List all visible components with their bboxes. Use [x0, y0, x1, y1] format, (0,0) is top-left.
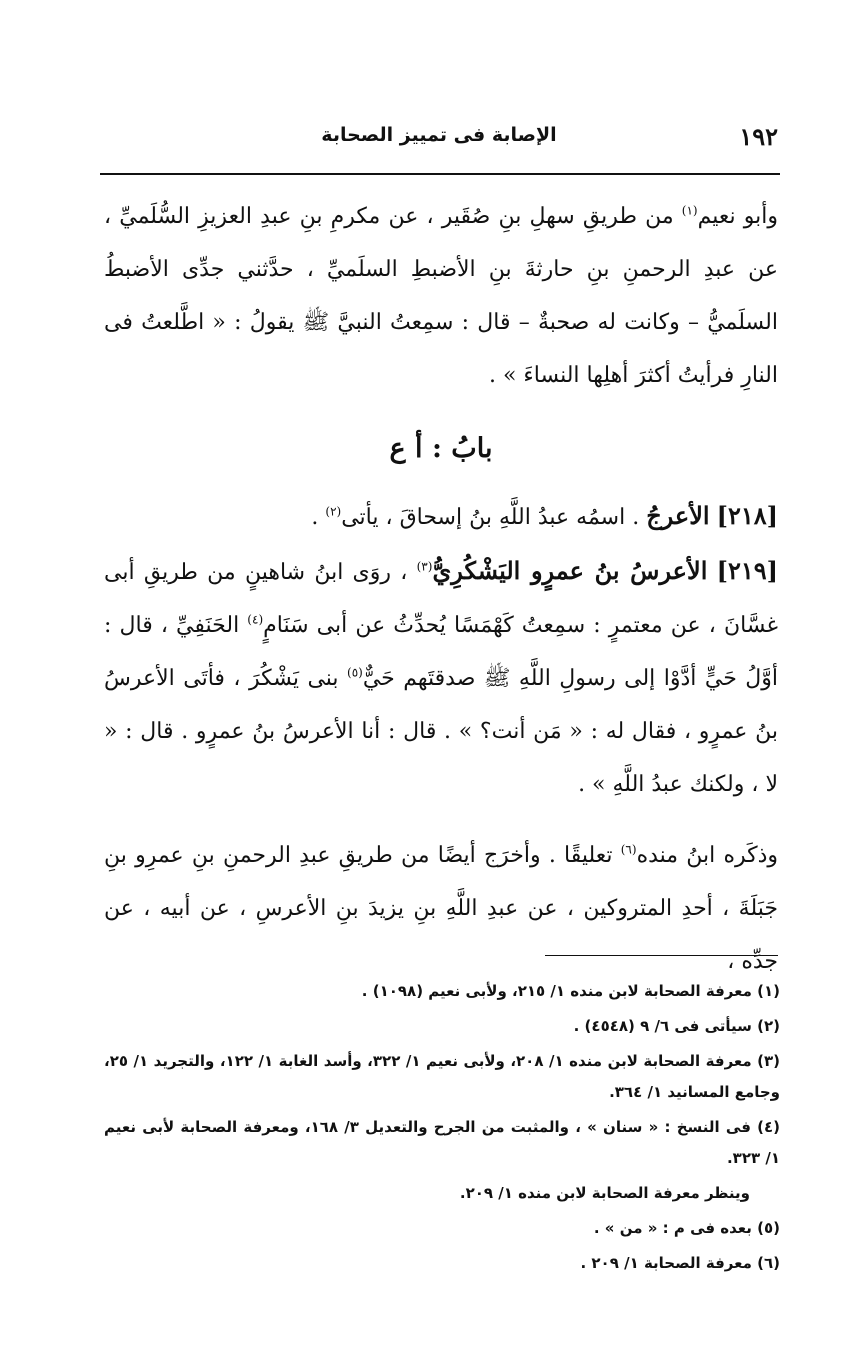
entry-218-number: [٢١٨] [716, 501, 778, 530]
page-header [100, 118, 778, 158]
entry-218-name: الأعرجُ [646, 501, 710, 530]
entry-219-text-a: ، روَى ابنُ شاهينٍ من طريقِ أبى غسَّانَ ، عن معتمرٍ : سمِعتُ كَهْمَسًا يُحدِّثُ عن أبى سَنَامٍ [104, 560, 778, 638]
running-title: الإصابة فى تمييز الصحابة [321, 124, 557, 146]
footnote-4-continuation: وينظر معرفة الصحابة لابن منده ١/ ٢٠٩. [459, 1184, 750, 1202]
footnote-6: (٦) معرفة الصحابة ١/ ٢٠٩ . [580, 1254, 780, 1272]
footnote-4: (٤) فى النسخ : « سنان » ، والمثبت من الجرح والتعديل ٣/ ١٦٨، ومعرفة الصحابة لأبى نعيم ١/ ٣٢٣. [104, 1118, 780, 1167]
footnote-2: (٢) سيأتى فى ٦/ ٩ (٤٥٤٨) . [573, 1017, 780, 1035]
entry-218-end: . [311, 505, 326, 530]
entry-219 [104, 544, 778, 811]
footnote-ref-3[interactable]: (٣) [416, 559, 433, 574]
page-number: ١٩٢ [739, 122, 778, 151]
paragraph-3 [104, 829, 778, 988]
paragraph-1 [104, 190, 778, 402]
footnotes [104, 976, 780, 1283]
main-text [104, 190, 778, 988]
header-rule [100, 173, 780, 175]
footnote-ref-5[interactable]: (٥) [347, 665, 363, 680]
paragraph-1-start: وأبو نعيم [697, 204, 778, 229]
footnote-ref-6[interactable]: (٦) [620, 842, 637, 857]
footnote-ref-4[interactable]: (٤) [247, 612, 264, 627]
entry-218 [104, 489, 778, 544]
section-heading: بابُ : أ ع [389, 433, 493, 464]
footnote-ref-2[interactable]: (٢) [325, 504, 342, 519]
footnote-5: (٥) بعده فى م : « من » . [593, 1219, 780, 1237]
entry-219-text-c: بنى يَشْكُرَ ، فأتَى الأعرسُ بنُ عمرٍو ، فقال له : « مَن أنت؟ » . قال : أنا الأعرسُ بنُ عمرٍو . قال : « لا ، ولكنك عبدُ اللَّهِ » . [104, 666, 778, 797]
entry-219-text-b: الحَنَفِيِّ ، قال : أوَّلُ حَيٍّ أدَّوْا إلى رسولِ اللَّهِ ﷺ صدقتَهم حَيٌّ [104, 613, 778, 691]
paragraph-3-text: تعليقًا . وأخرَج أيضًا من طريقِ عبدِ الرحمنِ بنِ عمرِو بنِ جَبَلَةَ ، أحدِ المتروكين ، عن عبدِ اللَّهِ بنِ يزيدَ بنِ الأعرسِ ، عن أبيه ، عن جدِّه ، [104, 843, 778, 974]
footnote-1: (١) معرفة الصحابة لابن منده ١/ ٢١٥، ولأبى نعيم (١٠٩٨) . [361, 982, 780, 1000]
footnote-3: (٣) معرفة الصحابة لابن منده ١/ ٢٠٨، ولأبى نعيم ١/ ٣٢٢، وأسد الغابة ١/ ١٢٢، والتجريد ١/ ٢٥، وجامع المسانيد ١/ ٣٦٤. [104, 1052, 781, 1101]
paragraph-3-start: وذكَره ابنُ منده [636, 843, 779, 868]
entry-219-number: [٢١٩] [716, 556, 778, 585]
paragraph-1-text: من طريقِ سهلِ بنِ صُقَير ، عن مكرمِ بنِ عبدِ العزيزِ السُّلَميِّ ، عن عبدِ الرحمنِ بنِ حارثةَ بنِ الأضبطِ السلَميِّ ، حدَّثني جدِّى الأضبطُ السلَميُّ – وكانت له صحبةٌ – قال : سمِعتُ النبيَّ ﷺ يقولُ : « اطَّلعتُ فى النارِ فرأيتُ أكثرَ أهلِها النساءَ » . [104, 204, 778, 388]
footnote-ref-1[interactable]: (١) [681, 203, 698, 218]
entry-218-text: . اسمُه عبدُ اللَّهِ بنُ إسحاقَ ، يأتى [341, 505, 647, 530]
footnote-rule [545, 955, 778, 956]
entry-219-name: الأعرسُ بنُ عمرٍو اليَشْكُرِيُّ [432, 556, 708, 585]
